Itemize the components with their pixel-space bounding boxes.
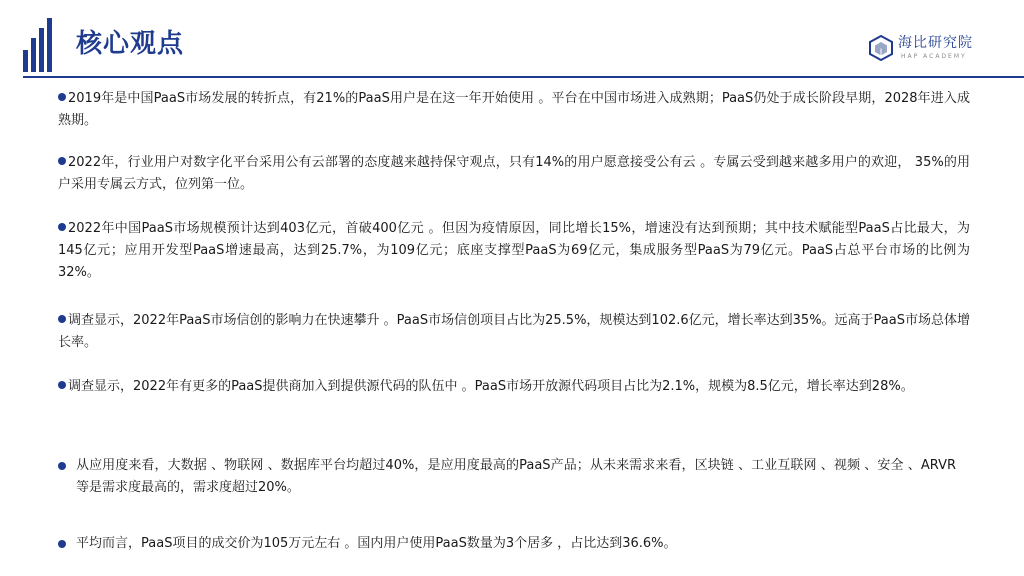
key-point-text: 从应用度来看，大数据 、物联网 、数据库平台均超过40%，是应用度最高的PaaS产品；从未来需求来看，区块链 、工业互联网 、视频 、安全 、ARVR等是需求度最高的，需求度超过20%。 xyxy=(76,458,956,495)
bullet-icon xyxy=(58,540,66,548)
logo-name: 海比研究院 xyxy=(898,35,973,51)
key-point-4 xyxy=(58,310,970,354)
logo-subtitle: HAP ACADEMY xyxy=(901,53,967,60)
page-title: 核心观点 xyxy=(76,29,185,59)
key-point-6 xyxy=(76,455,956,499)
key-point-3 xyxy=(58,218,970,284)
key-point-text: 2022年中国PaaS市场规模预计达到403亿元，首破400亿元 。但因为疫情原因，同比增长15%，增速没有达到预期；其中技术赋能型PaaS占比最大，为145亿元；应用开发型PaaS增速最高，达到25.7%，为109亿元；底座支撑型PaaS为69亿元，集成服务型PaaS为79亿元。PaaS占总平台市场的比例为32%。 xyxy=(58,221,970,280)
key-point-5 xyxy=(58,376,970,398)
bullet-icon xyxy=(58,462,66,470)
key-point-7 xyxy=(76,533,956,555)
bullet-icon xyxy=(58,315,66,323)
bullet-icon xyxy=(58,381,66,389)
key-point-text: 调查显示，2022年有更多的PaaS提供商加入到提供源代码的队伍中 。PaaS市场开放源代码项目占比为2.1%，规模为8.5亿元，增长率达到28%。 xyxy=(68,379,914,394)
decorative-bars-icon xyxy=(23,18,63,72)
hexagon-cube-icon xyxy=(868,35,894,61)
logo xyxy=(868,31,1008,65)
header-divider xyxy=(23,76,1024,78)
bullet-icon xyxy=(58,93,66,101)
bullet-icon xyxy=(58,223,66,231)
key-point-1 xyxy=(58,88,970,132)
key-point-text: 2019年是中国PaaS市场发展的转折点，有21%的PaaS用户是在这一年开始使用 。平台在中国市场进入成熟期；PaaS仍处于成长阶段早期，2028年进入成熟期。 xyxy=(58,91,970,128)
key-point-2 xyxy=(58,152,970,196)
key-point-text: 平均而言，PaaS项目的成交价为105万元左右 。国内用户使用PaaS数量为3个居多 ，占比达到36.6%。 xyxy=(76,536,677,551)
key-point-text: 2022年，行业用户对数字化平台采用公有云部署的态度越来越持保守观点，只有14%的用户愿意接受公有云 。专属云受到越来越多用户的欢迎， 35%的用户采用专属云方式，位列第一位。 xyxy=(58,155,970,192)
key-point-text: 调查显示，2022年PaaS市场信创的影响力在快速攀升 。PaaS市场信创项目占比为25.5%，规模达到102.6亿元，增长率达到35%。远高于PaaS市场总体增长率。 xyxy=(58,313,970,350)
slide-header xyxy=(0,0,1024,80)
bullet-icon xyxy=(58,157,66,165)
